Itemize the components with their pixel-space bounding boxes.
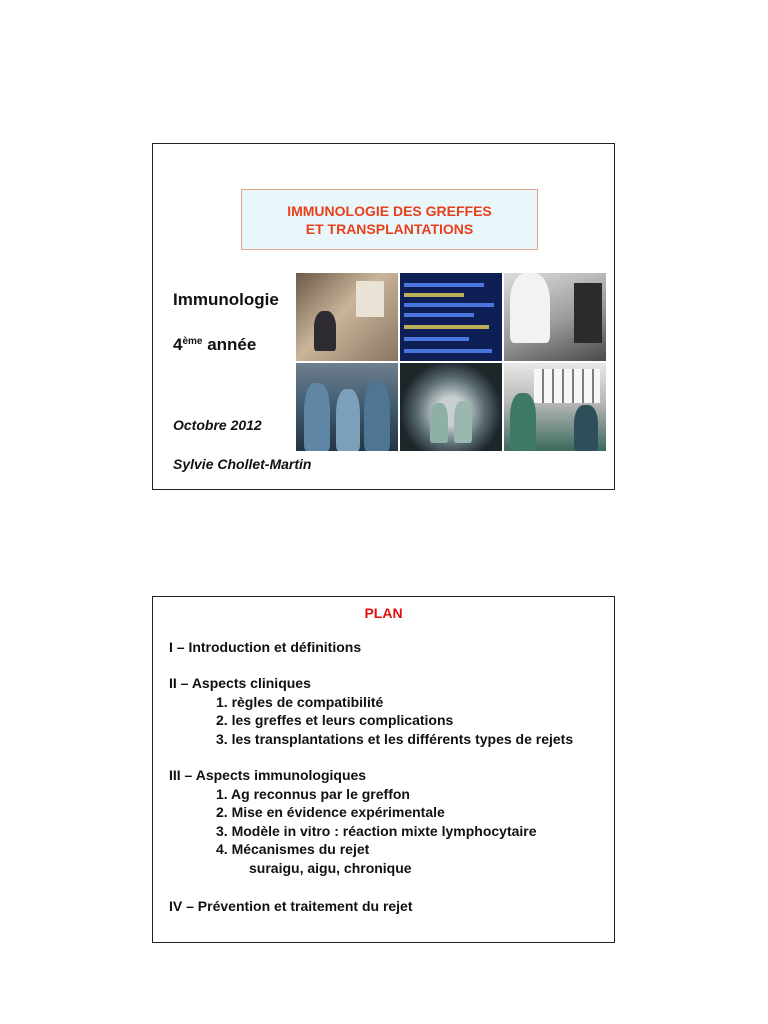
photo-monitor-screen [400,273,502,361]
author-name: Sylvie Chollet-Martin [173,456,312,472]
year-superscript: ème [182,336,203,347]
title-line-1: IMMUNOLOGIE DES GREFFES [287,202,492,219]
plan-section-1: I – Introduction et définitions [169,639,362,655]
year-number: 4 [173,335,183,354]
plan-item: 2. les greffes et leurs complications [216,712,454,728]
plan-subitem: suraigu, aigu, chronique [249,860,412,876]
plan-item: 1. règles de compatibilité [216,694,384,710]
plan-item: 1. Ag reconnus par le greffon [216,786,410,802]
photo-operating-room [400,363,502,451]
plan-section-2: II – Aspects cliniques [169,675,311,691]
plan-title: PLAN [364,605,403,621]
photo-surgery-team [296,363,398,451]
photo-lab-bench [504,273,606,361]
plan-item: 3. Modèle in vitro : réaction mixte lymphocytaire [216,823,537,839]
slide-title-box [241,189,538,250]
plan-item: 3. les transplantations et les différents types de rejets [216,731,574,747]
plan-slide [152,596,615,943]
year-word: année [202,335,257,354]
plan-item: 4. Mécanismes du rejet [216,841,370,857]
plan-section-3: III – Aspects immunologiques [169,767,367,783]
title-line-2: ET TRANSPLANTATIONS [305,220,474,237]
photo-lab-worker [296,273,398,361]
photo-xray-review [504,363,606,451]
course-year [173,335,256,355]
plan-section-4: IV – Prévention et traitement du rejet [169,898,413,914]
lecture-date: Octobre 2012 [173,417,262,433]
plan-item: 2. Mise en évidence expérimentale [216,804,445,820]
title-slide [152,143,615,490]
course-subject: Immunologie [173,290,279,309]
